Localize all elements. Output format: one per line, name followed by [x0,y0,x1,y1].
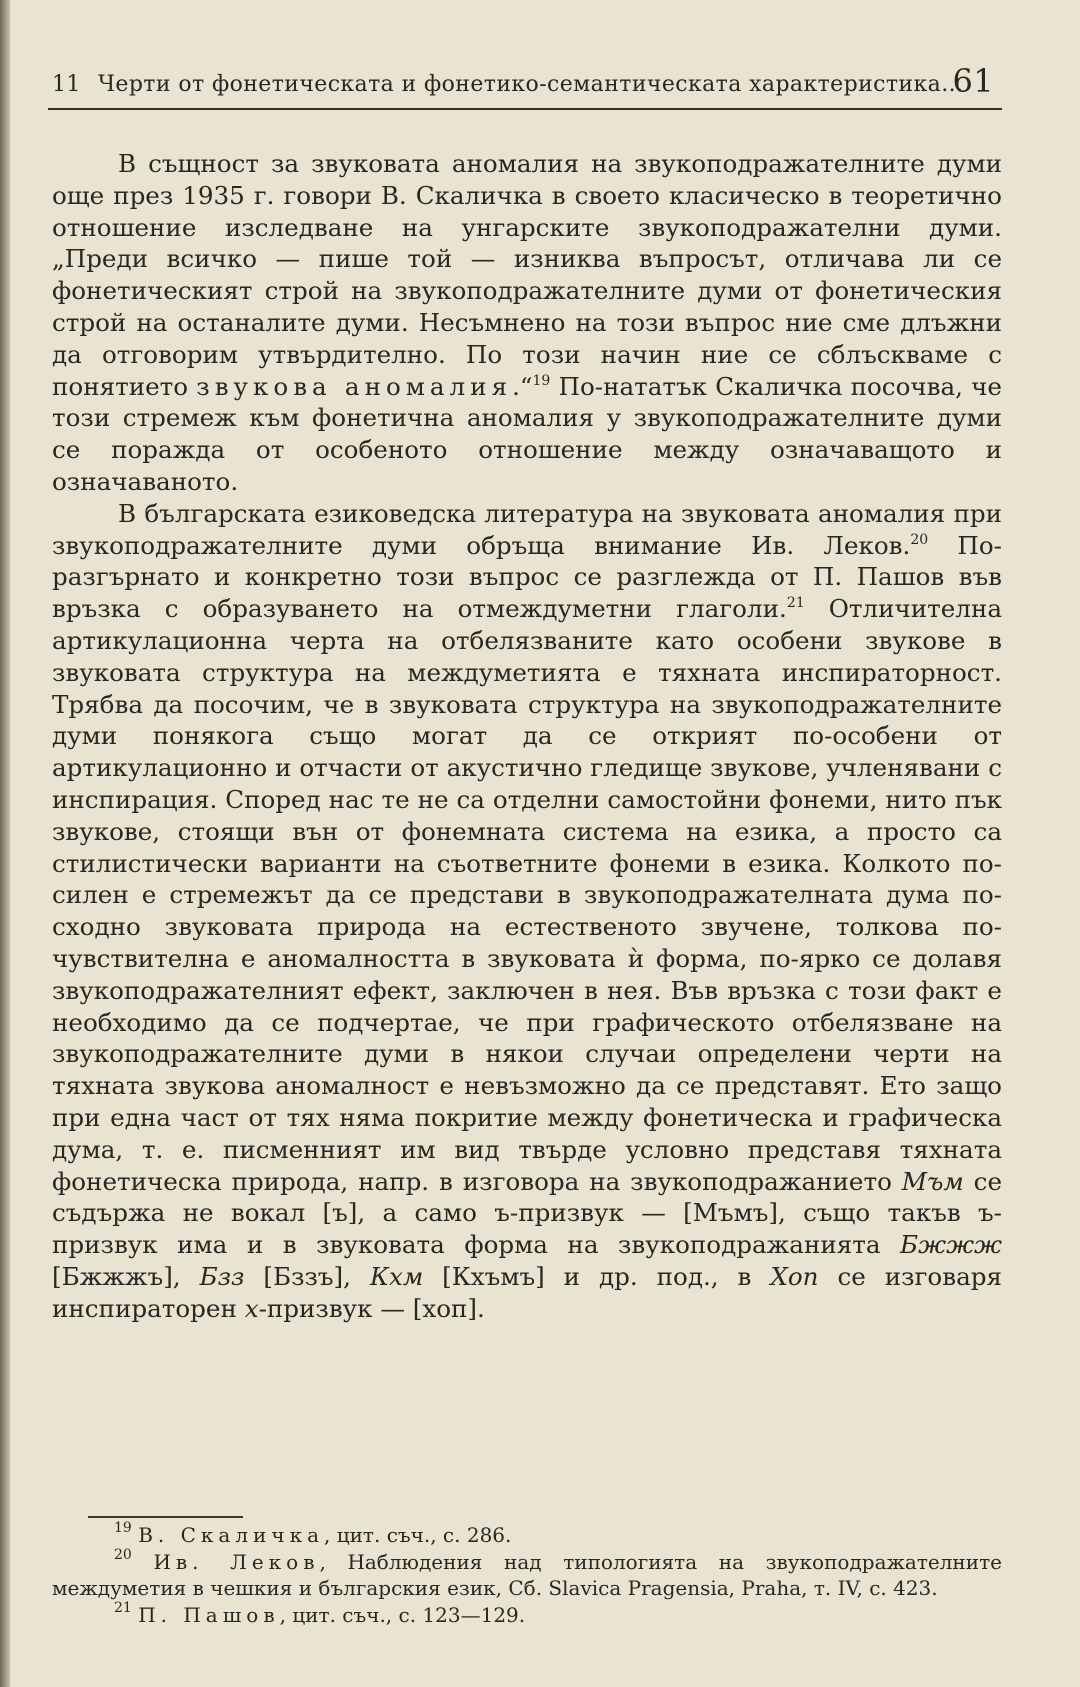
footnote-ref-21[interactable]: 21 [786,595,805,612]
p2-text: В българската езиковедска литература на звуковата аномалия при звукоподражателните думи обръща внимание Ив. Леков. [52,498,1002,560]
main-text [52,148,1002,1324]
footnote-text: , цит. съч., с. 123—129. [279,1602,526,1627]
p1-text-cont: По-нататък Скаличка посочва, че този стремеж към фонетична аномалия у звукоподражателните думи се поражда от особеното отношение между означаващото и означаваното. [52,371,1002,496]
footnote-19 [52,1522,1002,1549]
book-spine-shadow [0,0,10,1687]
section-number: 11 [52,72,81,97]
p2-text-4: се съдържа не вокал [ъ], а само ъ-призвук — [Мъмъ], също такъв ъ-призвук има и в звуковата форма на звукоподражанията [52,1166,1002,1260]
footnote-author: П. Пашов [138,1602,280,1627]
example-khm: Кхм [369,1261,424,1291]
paragraph-1 [52,148,1002,498]
p1-text: В същност за звуковата аномалия на звукоподражателните думи още през 1935 г. говори В. Скаличка в своето класическо в теоретично отношение изследване на унгарските звукоподражателни думи. „Преди всичко — пише той — изниква въпросът, отличава ли се фонетическият строй на звукоподражателните думи от фонетическия строй на останалите думи. Несъмнено на този въпрос ние сме длъжни да отговорим утвърдително. По този начин ние се сблъскваме с понятието [52,149,1002,401]
p2-text-6: [Бззъ], [244,1261,351,1291]
footnote-20 [52,1546,1002,1602]
footnote-21 [52,1599,1002,1629]
footnote-ref-20[interactable]: 20 [910,531,929,548]
footnote-divider [88,1516,243,1518]
p2-text-2: По-разгърнато и конкретно този въпрос се разглежда от П. Пашов във връзка с образуването на отмеждуметни глаголи. [52,530,1002,624]
paragraph-2 [52,498,1002,1325]
example-bzhzhzh: Бжжж [900,1230,1002,1260]
header-divider [48,108,1002,110]
p2-text-5: [Бжжжъ], [52,1261,181,1291]
example-mam: Мъм [901,1166,964,1196]
p2-text-8: се изговаря инспираторен [52,1261,1002,1323]
example-h: х [244,1293,259,1323]
footnote-author: Ив. Леков [153,1549,320,1574]
book-page [48,0,1002,1687]
footnote-number: 20 [114,1546,132,1563]
example-bzz: Бзз [199,1261,245,1291]
footnotes [52,1522,1002,1628]
running-head-title: Черти от фонетическата и фонетико-семантическата характеристика… [98,72,964,97]
p2-text-9: -призвук — [хоп]. [258,1293,485,1323]
footnote-author: В. Скаличка [138,1523,325,1547]
footnote-text: , Наблюдения над типологията на звукоподражателните междуметия в чешкия и българския език, Сб. Slavica Pragensia, Praha, т. IV, с. 423. [52,1549,1002,1600]
p1-quote-end: .“ [512,371,533,401]
term-sound-anomaly: звукова аномалия [196,371,513,401]
footnote-number: 19 [114,1520,132,1536]
p2-text-7: [Кхъмъ] и др. под., в [423,1261,752,1291]
example-hop: Хоп [770,1261,819,1291]
footnote-number: 21 [114,1599,132,1616]
running-head [48,62,1002,108]
page-number: 61 [952,62,994,100]
p2-text-3: Отличителна артикулационна черта на отбелязваните като особени звукове в звуковата структура на междуметията е тяхната инспираторност. Трябва да посочим, че в звуковата структура на звукоподражателните думи понякога също могат да се открият по-особени от артикулационно и отчасти от акустично гледище звукове, учленявани с инспирация. Според нас те не са отделни самостойни фонеми, нито пък звукове, стоящи вън от фонемната система на езика, а просто са стилистически варианти на съответните фонеми в езика. Колкото по-силен е стремежът да се представи в звукоподражателната дума по-сходно звуковата природа на естественото звучене, толкова по-чувствителна е аномалността в звуковата ѝ форма, по-ярко се долавя звукоподражателният ефект, заключен в нея. Във връзка с този факт е необходимо да се подчертае, че при графическото отбелязване на звукоподражателните думи в някои случаи определени черти на тяхната звукова аномалност е невъзможно да се представят. Ето защо при една част от тях няма покритие между фонетическа и графическа дума, т. е. писменният им вид твърде условно представя тяхната фонетическа природа, напр. в изговора на звукоподражанието [52,594,1002,1196]
footnote-text: , цит. съч., с. 286. [324,1523,512,1547]
footnote-ref-19[interactable]: 19 [532,372,551,389]
